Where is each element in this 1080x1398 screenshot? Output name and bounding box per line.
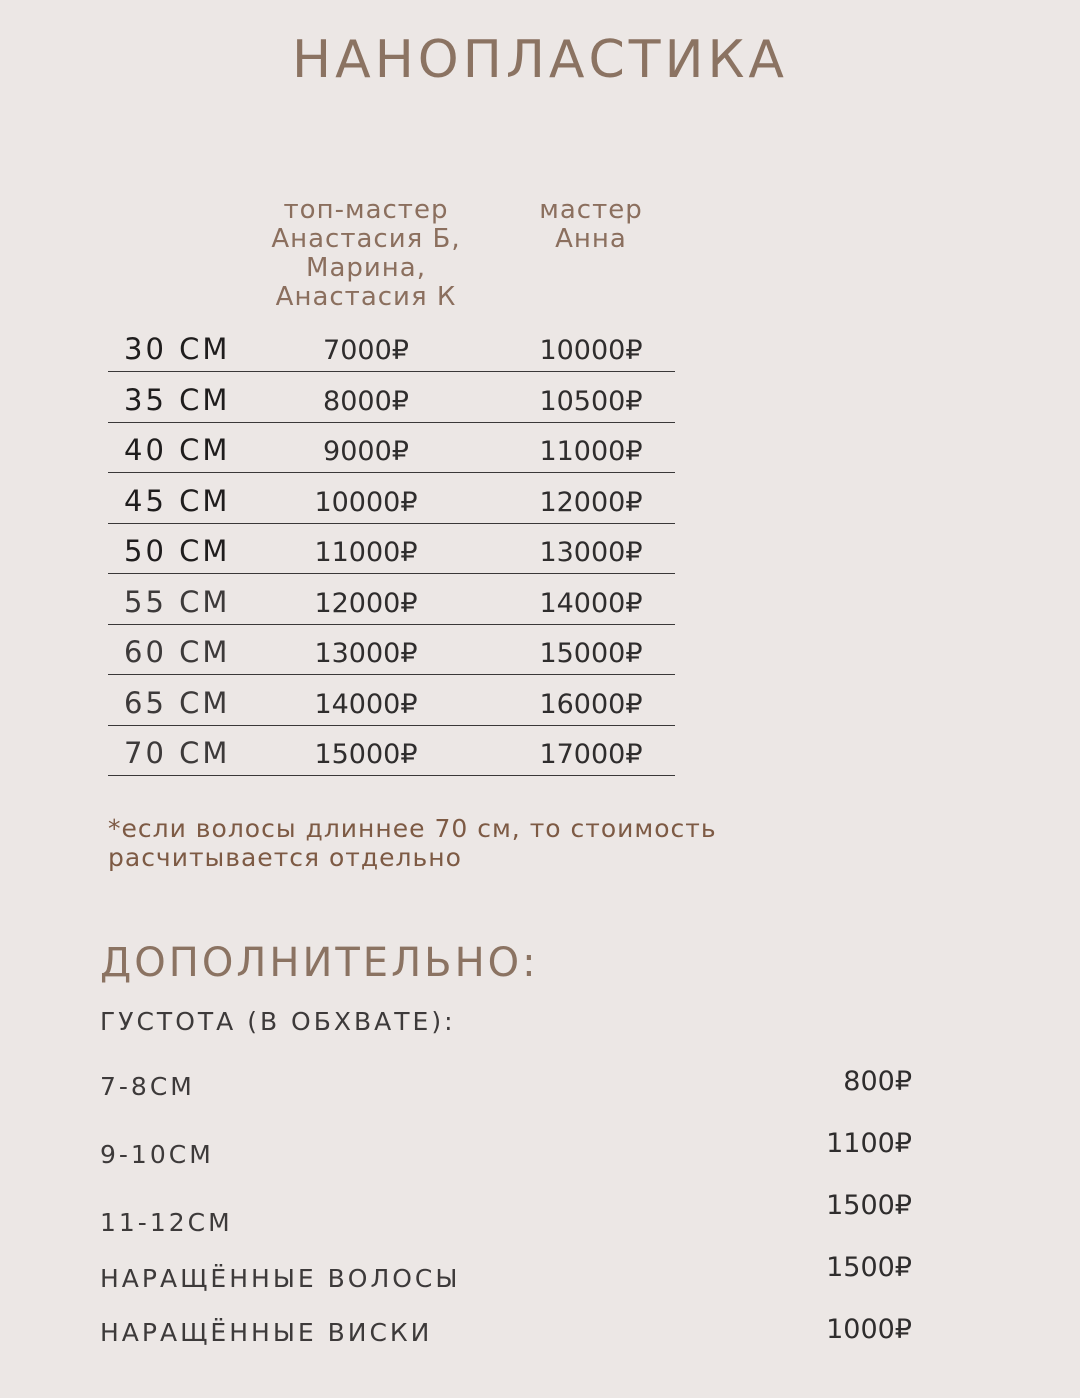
price-table xyxy=(108,322,675,777)
column-header-line: топ-мастер xyxy=(283,195,449,225)
length-cell: 70 СМ xyxy=(124,736,231,770)
length-cell: 30 СМ xyxy=(124,332,231,366)
table-row xyxy=(108,625,675,675)
column-header-top-master xyxy=(246,196,486,312)
master-price: 16000₽ xyxy=(539,688,643,720)
table-row xyxy=(108,423,675,473)
master-price: 12000₽ xyxy=(539,486,643,518)
length-cell: 60 СМ xyxy=(124,635,231,669)
top-master-price: 10000₽ xyxy=(314,486,418,518)
footnote-line: *если волосы длиннее 70 см, то стоимость xyxy=(108,814,717,843)
extra-item xyxy=(100,1130,912,1170)
extra-item xyxy=(100,1066,912,1106)
column-header-line: Анастасия К xyxy=(275,282,457,312)
master-price: 10500₽ xyxy=(539,385,643,417)
extra-item-price: 1100₽ xyxy=(826,1128,912,1159)
column-header-line: Анастасия Б, xyxy=(271,224,461,254)
table-row xyxy=(108,524,675,574)
master-price: 11000₽ xyxy=(539,436,643,467)
master-price: 15000₽ xyxy=(539,638,643,669)
master-price: 17000₽ xyxy=(539,739,643,770)
extra-item-label: НАРАЩЁННЫЕ ВИСКИ xyxy=(100,1318,433,1347)
table-row xyxy=(108,373,675,423)
top-master-price: 13000₽ xyxy=(314,638,418,669)
top-master-price: 15000₽ xyxy=(314,739,418,770)
extra-item-price: 1000₽ xyxy=(826,1314,912,1345)
top-master-price: 7000₽ xyxy=(323,335,409,366)
extra-item-price: 1500₽ xyxy=(826,1252,912,1283)
extra-item xyxy=(100,1252,912,1298)
column-header-line: Марина, xyxy=(306,253,426,283)
master-price: 14000₽ xyxy=(539,587,643,619)
footnote xyxy=(108,814,748,872)
top-master-price: 12000₽ xyxy=(314,587,418,619)
top-master-price: 11000₽ xyxy=(314,537,418,568)
master-price: 13000₽ xyxy=(539,537,643,568)
master-price: 10000₽ xyxy=(539,335,643,366)
table-row xyxy=(108,474,675,524)
length-cell: 50 СМ xyxy=(124,534,231,568)
top-master-price: 9000₽ xyxy=(323,436,409,467)
table-row xyxy=(108,726,675,776)
extra-item-label: 9-10СМ xyxy=(100,1140,214,1169)
top-master-price: 8000₽ xyxy=(323,385,409,417)
extra-item-price: 800₽ xyxy=(843,1066,912,1097)
column-header-line: Анна xyxy=(555,224,627,254)
column-header-line: мастер xyxy=(539,195,643,225)
footnote-line: расчитывается отдельно xyxy=(108,843,462,872)
page-title: НАНОПЛАСТИКА xyxy=(292,30,788,90)
extra-section-title: ДОПОЛНИТЕЛЬНО: xyxy=(100,940,539,986)
column-header-master xyxy=(496,196,686,254)
extra-item-label: НАРАЩЁННЫЕ ВОЛОСЫ xyxy=(100,1264,461,1293)
top-master-price: 14000₽ xyxy=(314,688,418,720)
table-row xyxy=(108,575,675,625)
extra-item-label: 11-12СМ xyxy=(100,1208,233,1237)
density-label: ГУСТОТА (В ОБХВАТЕ): xyxy=(100,1007,456,1036)
extra-item xyxy=(100,1316,912,1356)
extra-item-price: 1500₽ xyxy=(826,1190,912,1221)
table-row xyxy=(108,322,675,372)
length-cell: 35 СМ xyxy=(124,382,231,417)
extra-item-label: 7-8СМ xyxy=(100,1072,195,1101)
table-row xyxy=(108,676,675,726)
length-cell: 45 СМ xyxy=(124,483,231,518)
length-cell: 40 СМ xyxy=(124,433,231,467)
length-cell: 65 СМ xyxy=(124,685,231,720)
length-cell: 55 СМ xyxy=(124,584,231,619)
extra-item xyxy=(100,1190,912,1237)
